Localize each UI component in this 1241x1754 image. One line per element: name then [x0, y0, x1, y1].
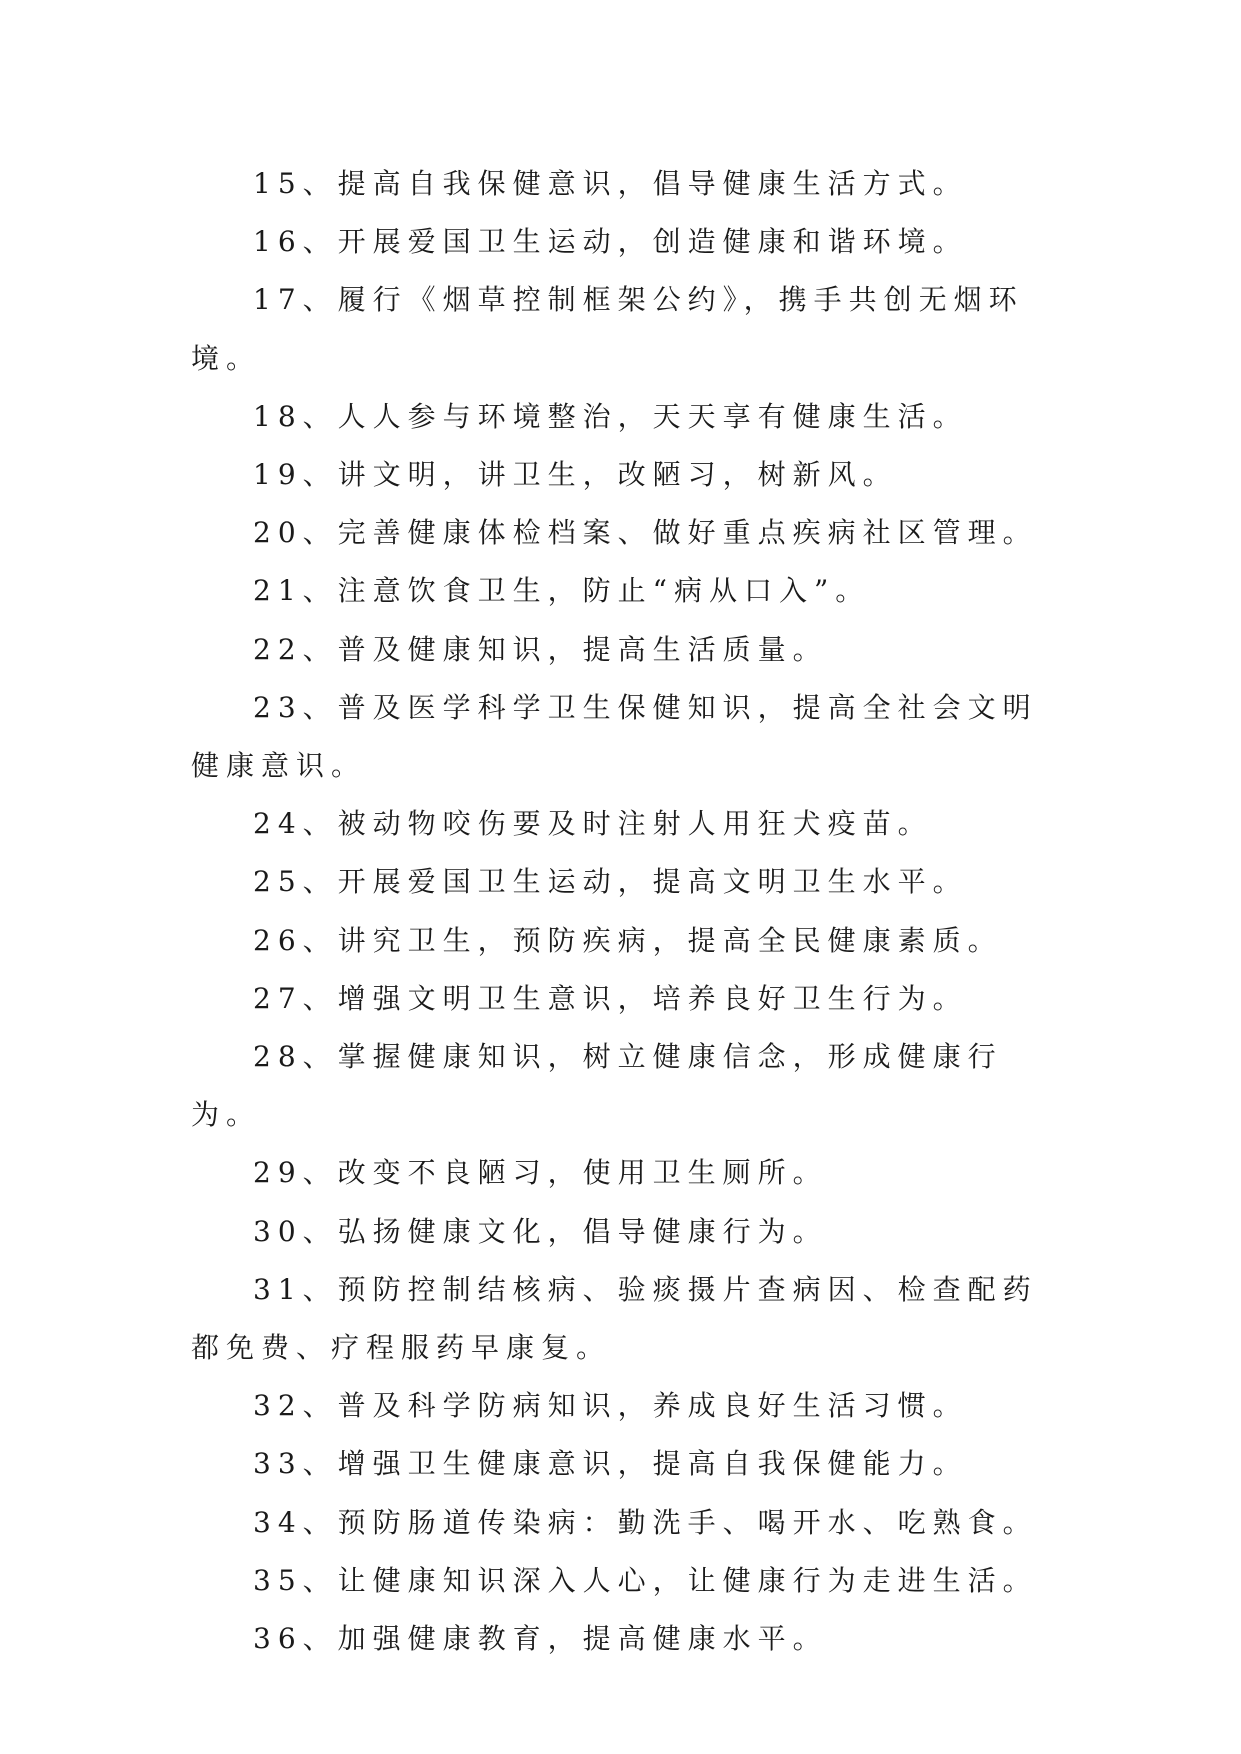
- slogan-item-33: 33、增强卫生健康意识，提高自我保健能力。: [253, 1447, 968, 1481]
- slogan-item-17: 17、履行《烟草控制框架公约》，携手共创无烟环境。: [191, 283, 1024, 375]
- slogan-item-26: 26、讲究卫生，预防疾病，提高全民健康素质。: [253, 923, 1003, 957]
- slogan-item-16: 16、开展爱国卫生运动，创造健康和谐环境。: [253, 225, 968, 259]
- slogan-item-19: 19、讲文明，讲卫生，改陋习，树新风。: [253, 458, 898, 492]
- slogan-item-27: 27、增强文明卫生意识，培养良好卫生行为。: [253, 981, 968, 1015]
- slogan-item-20: 20、完善健康体检档案、做好重点疾病社区管理。: [253, 516, 1038, 550]
- slogan-item-21: 21、注意饮食卫生，防止“病从口入”。: [253, 574, 871, 608]
- slogan-item-22: 22、普及健康知识，提高生活质量。: [253, 632, 828, 666]
- slogan-item-29: 29、改变不良陋习，使用卫生厕所。: [253, 1156, 828, 1190]
- slogan-item-31: 31、预防控制结核病、验痰摄片查病因、检查配药都免费、疗程服药早康复。: [191, 1272, 1038, 1365]
- slogan-item-24: 24、被动物咬伤要及时注射人用狂犬疫苗。: [253, 807, 933, 841]
- slogan-list: [191, 155, 1051, 1668]
- slogan-item-23: 23、普及医学科学卫生保健知识，提高全社会文明健康意识。: [191, 690, 1038, 783]
- slogan-item-18: 18、人人参与环境整治，天天享有健康生活。: [253, 399, 968, 433]
- slogan-item-36: 36、加强健康教育，提高健康水平。: [253, 1622, 828, 1656]
- slogan-item-35: 35、让健康知识深入人心，让健康行为走进生活。: [253, 1563, 1038, 1597]
- slogan-item-30: 30、弘扬健康文化，倡导健康行为。: [253, 1214, 828, 1248]
- slogan-item-15: 15、提高自我保健意识，倡导健康生活方式。: [253, 167, 968, 200]
- slogan-item-32: 32、普及科学防病知识，养成良好生活习惯。: [253, 1389, 968, 1423]
- slogan-item-25: 25、开展爱国卫生运动，提高文明卫生水平。: [253, 865, 968, 899]
- slogan-item-34: 34、预防肠道传染病：勤洗手、喝开水、吃熟食。: [253, 1505, 1038, 1539]
- slogan-item-28: 28、掌握健康知识，树立健康信念，形成健康行为。: [191, 1040, 1003, 1132]
